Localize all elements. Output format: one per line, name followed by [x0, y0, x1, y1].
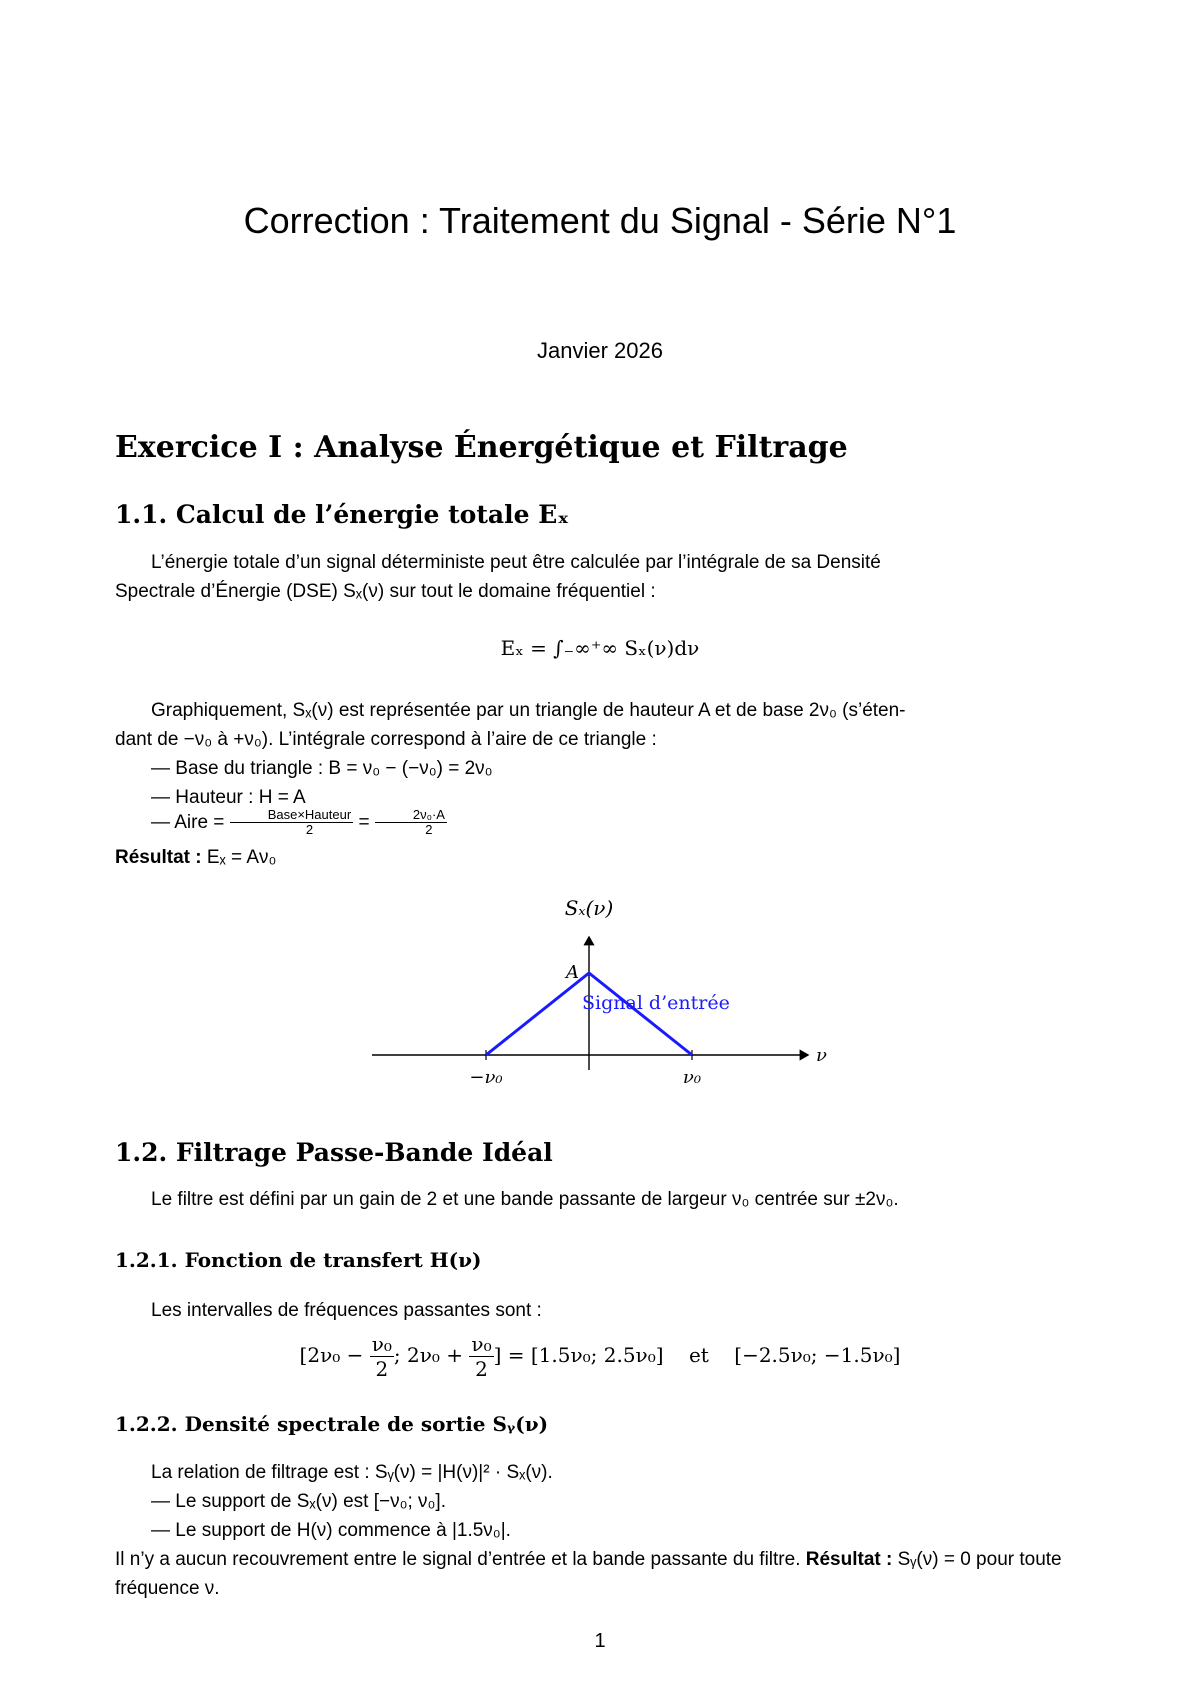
page-number: 1 — [594, 1630, 606, 1652]
fraction-right: $\frac{\text{ν₀}}{2}$ — [471, 1332, 492, 1381]
area-fraction-2: $\frac{\text{2ν₀·A}}{2}$ — [375, 808, 447, 837]
tick-label-left: −ν₀ — [469, 1067, 503, 1088]
document-title: Correction : Traitement du Signal - Série N°1 — [243, 200, 957, 241]
paragraph-graph-line1: Graphiquement, Sₓ(ν) est représentée par un triangle de hauteur A et de base 2ν₀ (s’éten- — [151, 700, 906, 721]
section-heading-1-2-1: 1.2.1. Fonction de transfert H(ν) — [115, 1248, 482, 1272]
list-item-support-h: — Le support de H(ν) commence à |1.5ν₀|. — [151, 1520, 511, 1541]
paragraph-intro-line2: Spectrale d’Énergie (DSE) Sₓ(ν) sur tout le domaine fréquentiel : — [115, 581, 656, 602]
list-item-base: — Base du triangle : B = ν₀ − (−ν₀) = 2ν₀ — [151, 758, 493, 779]
paragraph-graph-line2: dant de −ν₀ à +ν₀). L’intégrale correspond à l’aire de ce triangle : — [115, 729, 657, 750]
series-label: Signal d’entrée — [582, 992, 730, 1014]
fraction-left: $\frac{\text{ν₀}}{2}$ — [371, 1332, 392, 1381]
paragraph-intervals-intro: Les intervalles de fréquences passantes sont : — [151, 1300, 542, 1321]
section-heading-1-2-2: 1.2.2. Densité spectrale de sortie Sᵧ(ν) — [115, 1412, 549, 1436]
result-line-1-1 — [115, 843, 1095, 872]
intervals-equation: [2ν₀ − $\frac{\text{ν₀}}{2}$ ; 2ν₀ + $\frac{\text{ν₀}}{2}$ ] = [1.5ν₀; 2.5ν₀] et [−2.5ν₀; −1.5ν₀] — [299, 1332, 901, 1381]
paragraph-intro-line1: L’énergie totale d’un signal déterministe peut être calculée par l’intégrale de sa Densité — [151, 552, 881, 573]
section-heading-1-1: 1.1. Calcul de l’énergie totale Eₓ — [115, 500, 570, 529]
tick-label-right: ν₀ — [682, 1067, 702, 1088]
paragraph-relation: La relation de filtrage est : Sᵧ(ν) = |H(ν)|² · Sₓ(ν). — [151, 1462, 553, 1483]
area-fraction-1: $\frac{\text{Base×Hauteur}}{2}$ — [230, 808, 353, 837]
conclusion-value: Sᵧ(ν) = 0 pour toute fréquence ν. — [115, 1549, 1062, 1599]
integral-equation: Eₓ = ∫₋∞⁺∞ Sₓ(ν)dν — [500, 636, 700, 660]
result-value: Eₓ = Aν₀ — [206, 847, 277, 868]
y-axis-label: Sₓ(ν) — [564, 896, 614, 920]
document-date: Janvier 2026 — [537, 338, 663, 363]
result-label: Résultat : — [115, 847, 202, 868]
paragraph-filter-intro: Le filtre est défini par un gain de 2 et une bande passante de largeur ν₀ centrée sur ±2ν₀. — [151, 1189, 899, 1210]
section-heading-1-2: 1.2. Filtrage Passe-Bande Idéal — [115, 1138, 553, 1167]
list-item-support-sx: — Le support de Sₓ(ν) est [−ν₀; ν₀]. — [151, 1491, 446, 1512]
dse-triangle-figure — [360, 885, 840, 1100]
exercise-heading: Exercice I : Analyse Énergétique et Filtrage — [115, 430, 848, 465]
list-item-height: — Hauteur : H = A — [151, 787, 306, 808]
paragraph-conclusion: Il n’y a aucun recouvrement entre le signal d’entrée et la bande passante du filtre. Résultat : Sᵧ(ν) = 0 pour toute fréquence ν. — [115, 1549, 1062, 1599]
list-item-area: — Aire = $\frac{\text{Base×Hauteur}}{2}$ = $\frac{\text{2ν₀·A}}{2}$ — [151, 807, 445, 838]
conclusion-label: Résultat : — [805, 1549, 893, 1570]
peak-label: A — [566, 962, 579, 983]
area-prefix: — Aire = — [151, 812, 225, 833]
x-axis-label: ν — [816, 1045, 827, 1066]
